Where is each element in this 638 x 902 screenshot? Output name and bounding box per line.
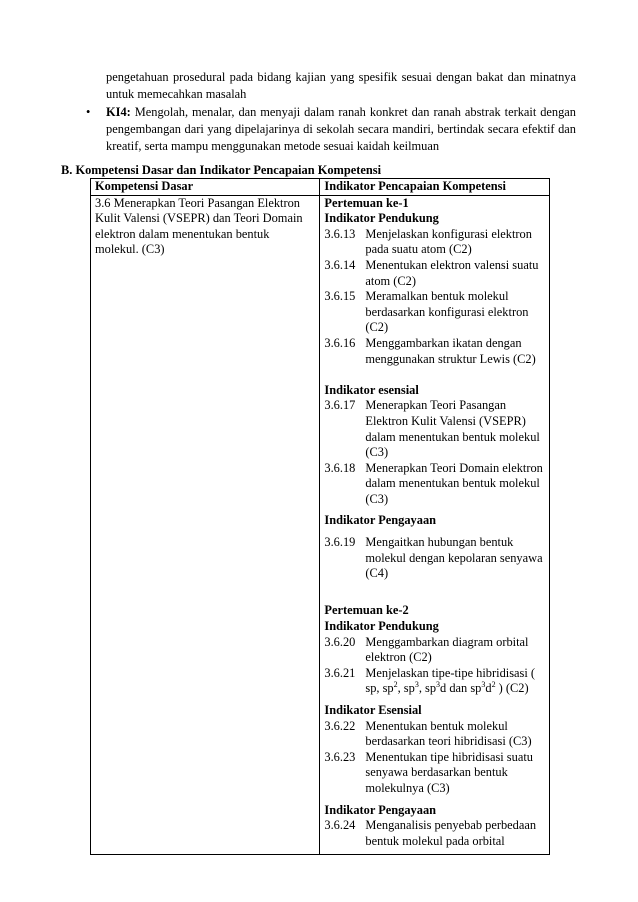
indicator-item: [324, 818, 545, 849]
ki4-label: KI4:: [106, 105, 131, 119]
indicator-desc: Menggambarkan diagram orbital elektron (C2): [365, 634, 529, 665]
meeting2-pengayaan-heading: Indikator Pengayaan: [324, 802, 437, 817]
spacer: [324, 367, 545, 383]
spacer: [324, 582, 545, 598]
indicator-number: 3.6.22: [324, 718, 356, 733]
indicator-desc: Menentukan elektron valensi suatu atom (C2): [365, 257, 539, 288]
indicator-desc: Menggambarkan ikatan dengan menggunakan struktur Lewis (C2): [365, 335, 536, 366]
indicator-desc: Menganalisis penyebab perbedaan bentuk molekul pada orbital: [365, 818, 537, 848]
hybrid-text: Menjelaskan tipe-tipe hibridisasi ( sp, sp: [365, 665, 536, 696]
header-ipk: Indikator Pencapaian Kompetensi: [320, 179, 550, 196]
kd-cell: 3.6 Menerapkan Teori Pasangan Elektron Kulit Valensi (VSEPR) dan Teori Domain elektron dalam menentukan bentuk molekul. (C3): [91, 195, 320, 854]
indicator-item: [324, 227, 545, 258]
ki4-bullet: [86, 104, 576, 155]
indicator-item: [324, 635, 545, 666]
meeting1-title: Pertemuan ke-1: [324, 195, 409, 210]
indicator-desc: [365, 666, 545, 697]
indicator-desc: Menerapkan Teori Pasangan Elektron Kulit Valensi (VSEPR) dalam menentukan bentuk molekul (C3): [365, 398, 540, 460]
hybrid-text: , sp: [418, 681, 437, 696]
indicator-number: 3.6.16: [324, 335, 356, 350]
indicator-number: 3.6.24: [324, 818, 356, 833]
intro-continuation: pengetahuan prosedural pada bidang kajian yang spesifik sesuai dengan bakat dan minatnya untuk memecahkan masalah: [106, 70, 576, 101]
meeting2-title: Pertemuan ke-2: [324, 603, 409, 618]
indicator-item: [324, 535, 545, 582]
indicator-desc: Menentukan bentuk molekul berdasarkan teori hibridisasi (C3): [365, 718, 532, 749]
indicator-item: [324, 750, 545, 797]
meeting1-esensial-heading: Indikator esensial: [324, 382, 419, 397]
indicator-number: 3.6.23: [324, 749, 356, 764]
indicator-number: 3.6.13: [324, 226, 356, 241]
indicator-item: [324, 258, 545, 289]
superscript: 3: [481, 680, 486, 690]
superscript: 2: [393, 680, 398, 690]
meeting2-esensial-heading: Indikator Esensial: [324, 703, 422, 717]
meeting2-pendukung-heading: Indikator Pendukung: [324, 619, 439, 634]
indicator-item: [324, 336, 545, 367]
indicator-desc: Menjelaskan konfigurasi elektron pada suatu atom (C2): [365, 226, 532, 257]
hybrid-text: ) (C2): [495, 681, 529, 696]
section-b-heading: B. Kompetensi Dasar dan Indikator Pencapaian Kompetensi: [61, 163, 382, 177]
indicator-item: [324, 398, 545, 460]
ki4-text-block: [106, 104, 576, 155]
superscript: 3: [414, 680, 419, 690]
indicator-item: [324, 719, 545, 750]
indicator-item: [324, 289, 545, 336]
hybrid-text: , sp: [397, 681, 415, 696]
table-header-row: [91, 179, 550, 196]
indicator-number: 3.6.19: [324, 535, 356, 550]
indicator-number: 3.6.14: [324, 257, 356, 272]
indicator-desc: Menentukan tipe hibridisasi suatu senyawa berdasarkan bentuk molekulnya (C3): [365, 749, 533, 795]
indicator-number: 3.6.17: [324, 398, 356, 413]
indicator-number: 3.6.21: [324, 665, 356, 680]
indicator-desc: Menerapkan Teori Domain elektron dalam menentukan bentuk molekul (C3): [365, 460, 543, 506]
indicator-item: [324, 666, 545, 697]
indicator-number: 3.6.18: [324, 460, 356, 475]
indicator-number: 3.6.15: [324, 289, 356, 304]
header-kd: Kompetensi Dasar: [91, 179, 320, 196]
meeting1-pendukung-heading: Indikator Pendukung: [324, 211, 439, 226]
hybrid-text: d: [485, 681, 492, 696]
indicator-desc: Mengaitkan hubungan bentuk molekul dengan kepolaran senyawa (C4): [365, 535, 543, 581]
competency-table: [90, 178, 550, 855]
indicator-desc: Meramalkan bentuk molekul berdasarkan konfigurasi elektron (C2): [365, 289, 529, 335]
ki4-text: Mengolah, menalar, dan menyaji dalam ranah konkret dan ranah abstrak terkait dengan pengembangan dari yang dipelajarinya di sekolah secara mandiri, bertindak secara efektif dan kreatif, serta mampu menggunakan metode sesuai kaidah keilmuan: [106, 105, 576, 153]
bullet-icon: •: [86, 105, 91, 119]
table-row: [91, 195, 550, 854]
ipk-cell: [320, 195, 550, 854]
indicator-number: 3.6.20: [324, 634, 356, 649]
superscript: 2: [491, 680, 496, 690]
superscript: 3: [436, 680, 441, 690]
hybrid-text: d dan sp: [440, 681, 482, 696]
indicator-item: [324, 461, 545, 508]
meeting1-pengayaan-heading: Indikator Pengayaan: [324, 513, 437, 528]
